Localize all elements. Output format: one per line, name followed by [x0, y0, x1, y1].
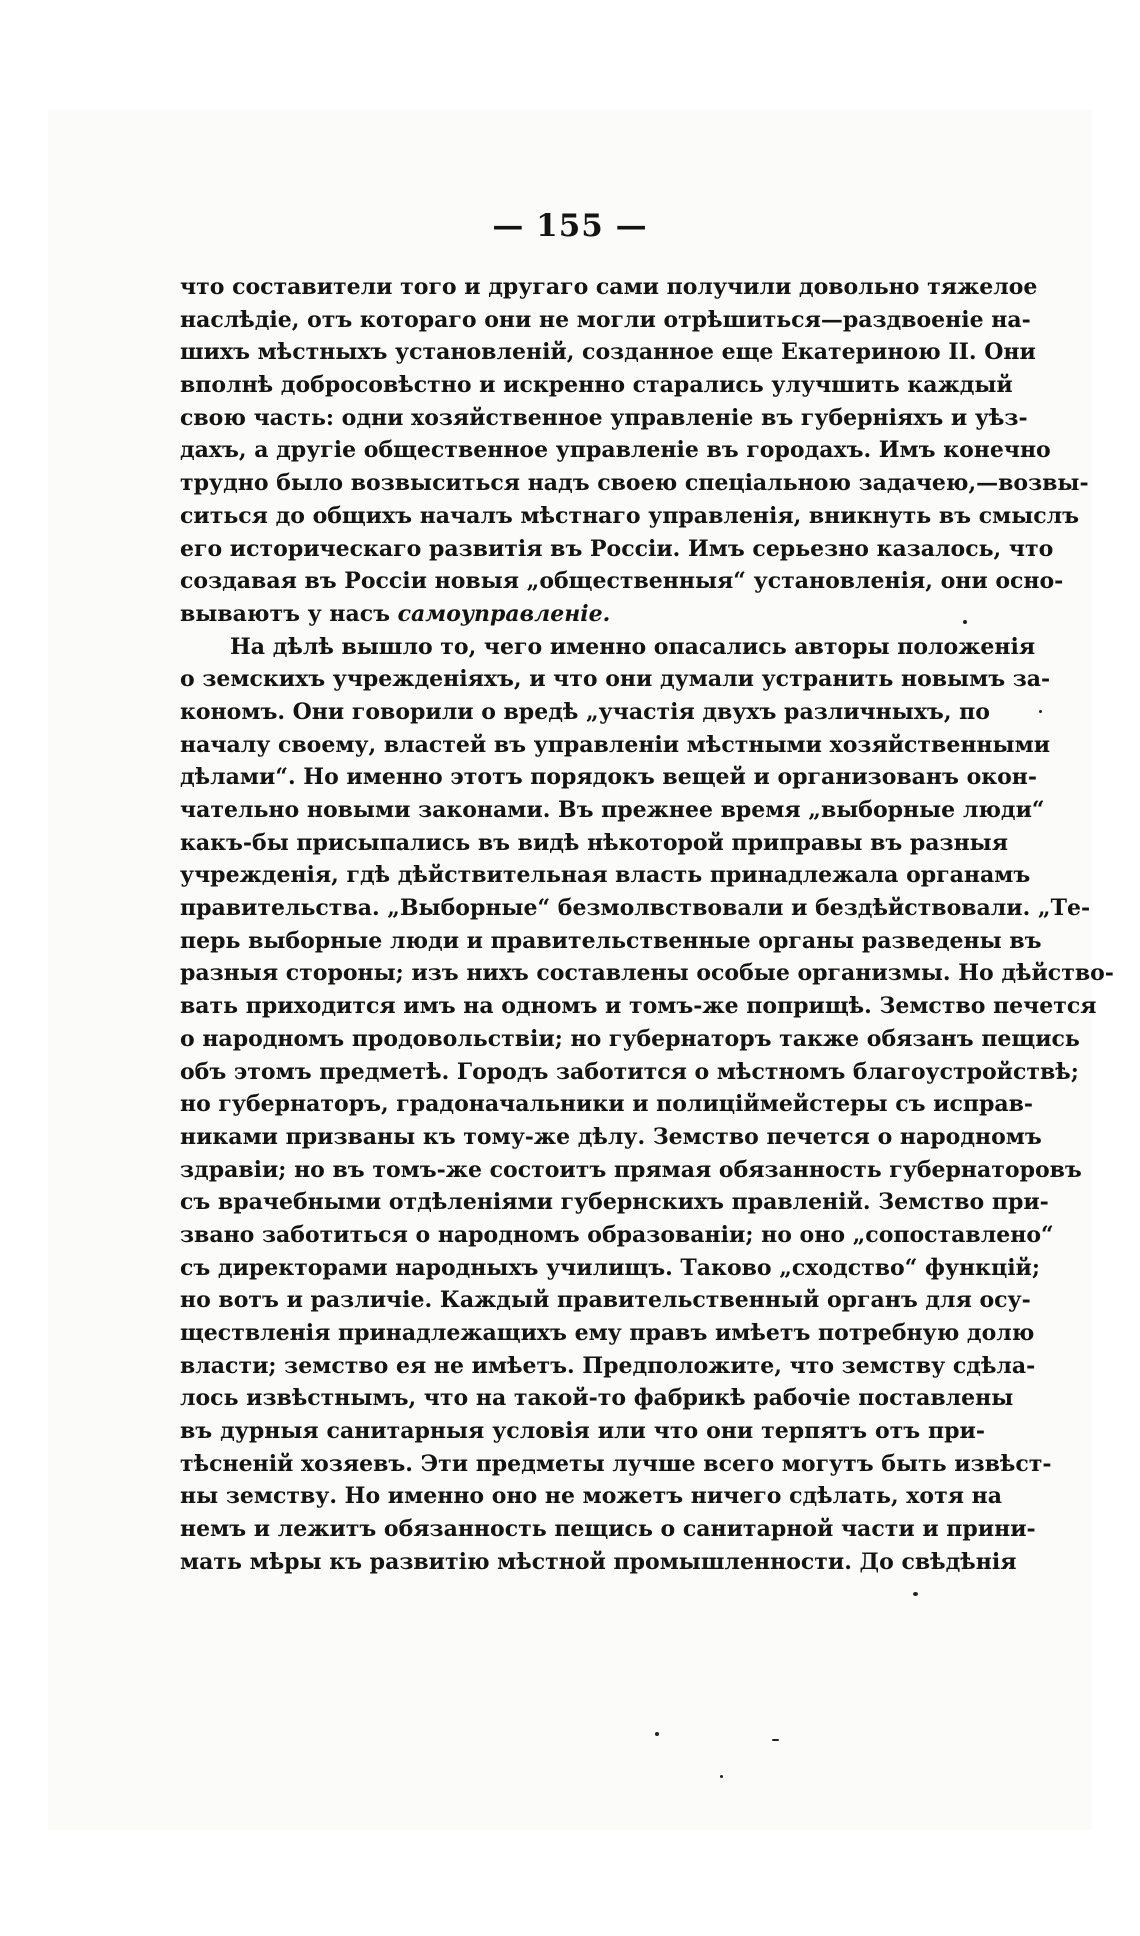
text-line: лось извѣстнымъ, что на такой-то фабрикѣ рабочіе поставлены — [180, 1385, 1014, 1412]
scan-speck — [963, 620, 967, 624]
text-line: создавая въ Россіи новыя „общественныя“ установленія, они осно- — [180, 568, 1064, 595]
text-line: вполнѣ добросовѣстно и искренно старались улучшить каждый — [180, 372, 1013, 399]
text-line: На дѣлѣ вышло то, чего именно опасались авторы положенія — [230, 633, 1036, 660]
text-line: дахъ, а другіе общественное управленіе въ городахъ. Имъ конечно — [180, 437, 1051, 464]
text-line: какъ-бы присыпались въ видѣ нѣкоторой приправы въ разныя — [180, 829, 1008, 856]
text-line: его историческаго развитія въ Россіи. Имъ серьезно казалось, что — [180, 535, 1054, 562]
text-line: объ этомъ предметѣ. Городъ заботится о мѣстномъ благоустройствѣ; — [180, 1058, 1079, 1085]
text-line: свою часть: одни хозяйственное управленіе въ губерніяхъ и уѣз- — [180, 404, 1028, 431]
text-line: учрежденія, гдѣ дѣйствительная власть принадлежала органамъ — [180, 862, 1031, 889]
scan-speck — [1039, 710, 1042, 713]
text-line: ситься до общихъ началъ мѣстнаго управленія, вникнуть въ смыслъ — [180, 502, 1080, 529]
text-line: но вотъ и различіе. Каждый правительственный органъ для осу- — [180, 1287, 1031, 1314]
text-line-prefix: вываютъ у насъ — [180, 600, 398, 627]
text-line: разныя стороны; изъ нихъ составлены особые организмы. Но дѣйство- — [180, 960, 1114, 987]
text-line: здравіи; но въ томъ-же состоитъ прямая обязанность губернаторовъ — [180, 1156, 1082, 1183]
text-line: съ директорами народныхъ училищъ. Таково „сходство“ функцій; — [180, 1254, 1040, 1281]
text-line: власти; земство ея не имѣетъ. Предположите, что земству сдѣла- — [180, 1352, 1036, 1379]
body-text — [180, 271, 1114, 1579]
text-line: вать приходится имъ на одномъ и томъ-же поприщѣ. Земство печется — [180, 993, 1097, 1020]
text-line: ществленія принадлежащихъ ему правъ имѣетъ потребную долю — [180, 1320, 1035, 1346]
text-line-last — [180, 598, 985, 631]
text-line: началу своему, властей въ управленіи мѣстными хозяйственными — [180, 731, 1051, 758]
text-line: мать мѣры къ развитію мѣстной промышленности. До свѣдѣнія — [180, 1548, 1017, 1575]
text-line: ны земству. Но именно оно не можетъ ничего сдѣлать, хотя на — [180, 1483, 1002, 1510]
text-line: о народномъ продовольствіи; но губернаторъ также обязанъ пещись — [180, 1025, 1080, 1052]
scan-speck — [913, 1592, 918, 1596]
scan-speck — [655, 1732, 659, 1736]
scan-speck — [772, 1739, 779, 1741]
emphasis-self-government: самоуправленіе. — [397, 600, 611, 627]
text-line: правительства. „Выборные“ безмолвствовали и бездѣйствовали. „Те- — [180, 895, 1091, 922]
page-number: — 155 — — [492, 208, 648, 244]
text-line: въ дурныя санитарныя условія или что они терпятъ отъ при- — [180, 1418, 985, 1445]
text-line: шихъ мѣстныхъ установленій, созданное еще Екатериною II. Они — [180, 339, 1036, 366]
text-line: кономъ. Они говорили о вредѣ „участія двухъ различныхъ, по — [180, 698, 990, 725]
text-line: немъ и лежитъ обязанность пещись о санитарной части и прини- — [180, 1516, 1036, 1543]
scan-speck — [720, 1775, 723, 1778]
text-line: съ врачебными отдѣленіями губернскихъ правленій. Земство при- — [180, 1189, 1049, 1216]
text-line: дѣлами“. Но именно этотъ порядокъ вещей и организованъ окон- — [180, 764, 1038, 791]
text-line: наслѣдіе, отъ котораго они не могли отрѣшиться—раздвоеніе на- — [180, 306, 1031, 333]
text-line: но губернаторъ, градоначальники и полицiймейстеры съ исправ- — [180, 1091, 1034, 1118]
text-line: о земскихъ учрежденіяхъ, и что они думали устранить новымъ за- — [180, 666, 1051, 693]
text-line: чательно новыми законами. Въ прежнее время „выборные люди“ — [180, 797, 1045, 823]
text-line: тѣсненій хозяевъ. Эти предметы лучше всего могутъ быть извѣст- — [180, 1450, 1052, 1477]
text-line: трудно было возвыситься надъ своею спеціальною задачею,—возвы- — [180, 470, 1089, 497]
text-line: никами призваны къ тому-же дѣлу. Земство печется о народномъ — [180, 1123, 1042, 1150]
text-line: что составители того и другаго сами получили довольно тяжелое — [180, 274, 1038, 300]
text-line: звано заботиться о народномъ образованіи; но оно „сопоставлено“ — [180, 1221, 1054, 1248]
text-line: перь выборные люди и правительственные органы разведены въ — [180, 927, 1042, 954]
